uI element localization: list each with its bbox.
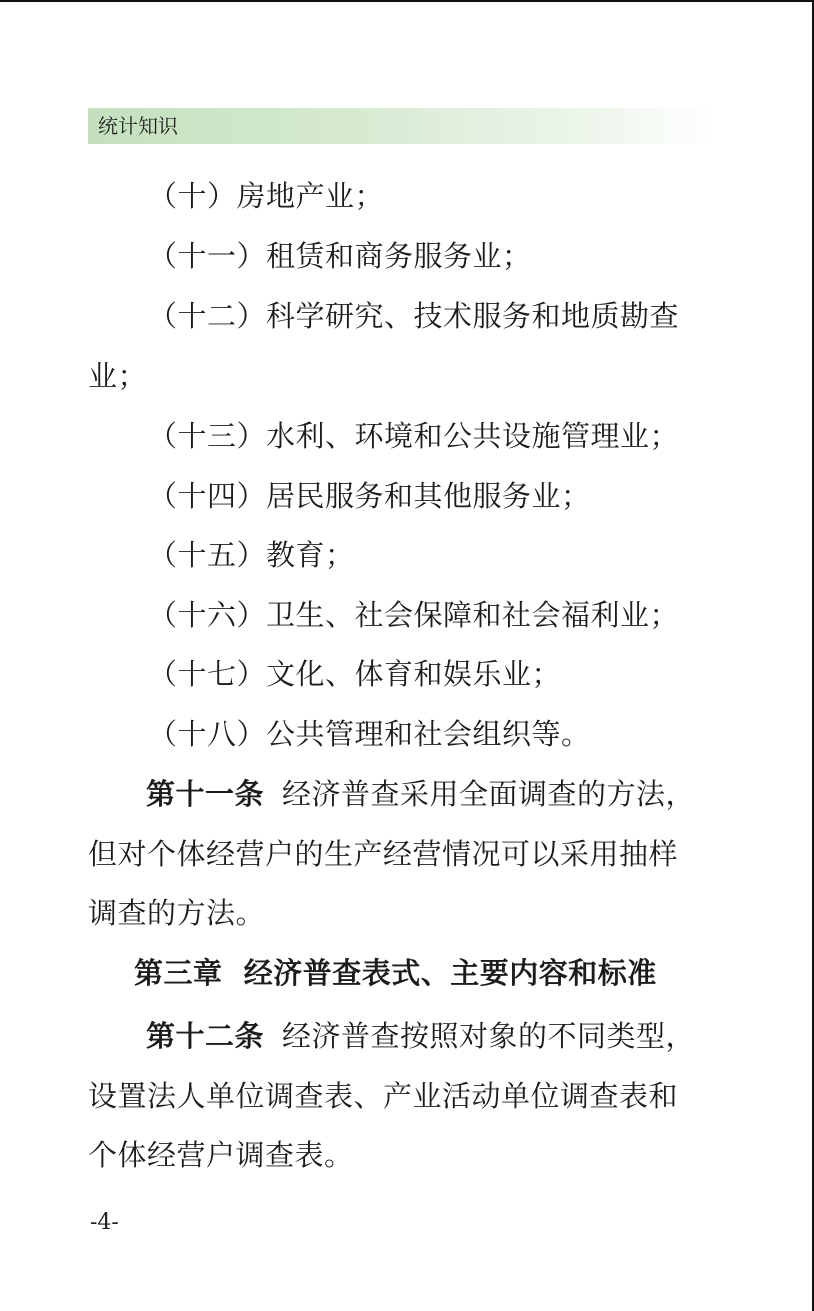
list-item-continuation: 业； — [88, 359, 148, 393]
list-item-number: （十五） — [148, 538, 267, 572]
list-item-number: （十一） — [148, 239, 267, 273]
article-11-line-2: 但对个体经营户的生产经营情况可以采用抽样 — [88, 837, 679, 871]
page-number: -4- — [90, 1210, 119, 1235]
article-title: 第十一条 — [146, 777, 265, 811]
list-item-text: 水利、环境和公共设施管理业； — [266, 419, 680, 453]
section-title: 统计知识 — [98, 114, 178, 138]
list-item-number: （十三） — [148, 419, 267, 453]
list-item-text: 房地产业； — [236, 179, 385, 213]
list-item — [148, 656, 561, 692]
article-text: 经济普查采用全面调查的方法， — [282, 777, 696, 811]
article-11-line-3: 调查的方法。 — [88, 896, 266, 930]
list-item — [148, 238, 532, 274]
list-item — [148, 478, 591, 514]
list-item — [148, 716, 591, 752]
list-item-number: （十六） — [148, 598, 267, 632]
list-item-text: 文化、体育和娱乐业； — [266, 657, 562, 691]
article-title: 第十二条 — [146, 1019, 265, 1053]
list-item-text: 租赁和商务服务业； — [266, 239, 532, 273]
chapter-heading: 第三章 经济普查表式、主要内容和标准 — [134, 956, 657, 990]
article-12-line-2: 设置法人单位调查表、产业活动单位调查表和 — [88, 1079, 679, 1113]
list-item — [148, 597, 679, 633]
list-item-number: （十八） — [148, 717, 267, 751]
article-11-paragraph — [146, 776, 695, 812]
article-12-paragraph — [146, 1018, 695, 1054]
list-item — [148, 418, 679, 454]
list-item-text: 卫生、社会保障和社会福利业； — [266, 598, 680, 632]
list-item-text: 教育； — [266, 538, 355, 572]
list-item — [148, 537, 355, 573]
list-item-number: （十四） — [148, 479, 267, 513]
section-header-banner — [88, 108, 718, 144]
list-item — [148, 298, 679, 334]
list-item-number: （十七） — [148, 657, 267, 691]
article-12-line-3: 个体经营户调查表。 — [88, 1138, 354, 1172]
article-text: 经济普查按照对象的不同类型， — [282, 1019, 696, 1053]
list-item-text: 公共管理和社会组织等。 — [266, 717, 591, 751]
list-item-number: （十二） — [148, 299, 267, 333]
list-item-text: 科学研究、技术服务和地质勘查 — [266, 299, 680, 333]
list-item — [148, 178, 384, 214]
list-item-number: （十） — [148, 179, 237, 213]
list-item-text: 居民服务和其他服务业； — [266, 479, 591, 513]
